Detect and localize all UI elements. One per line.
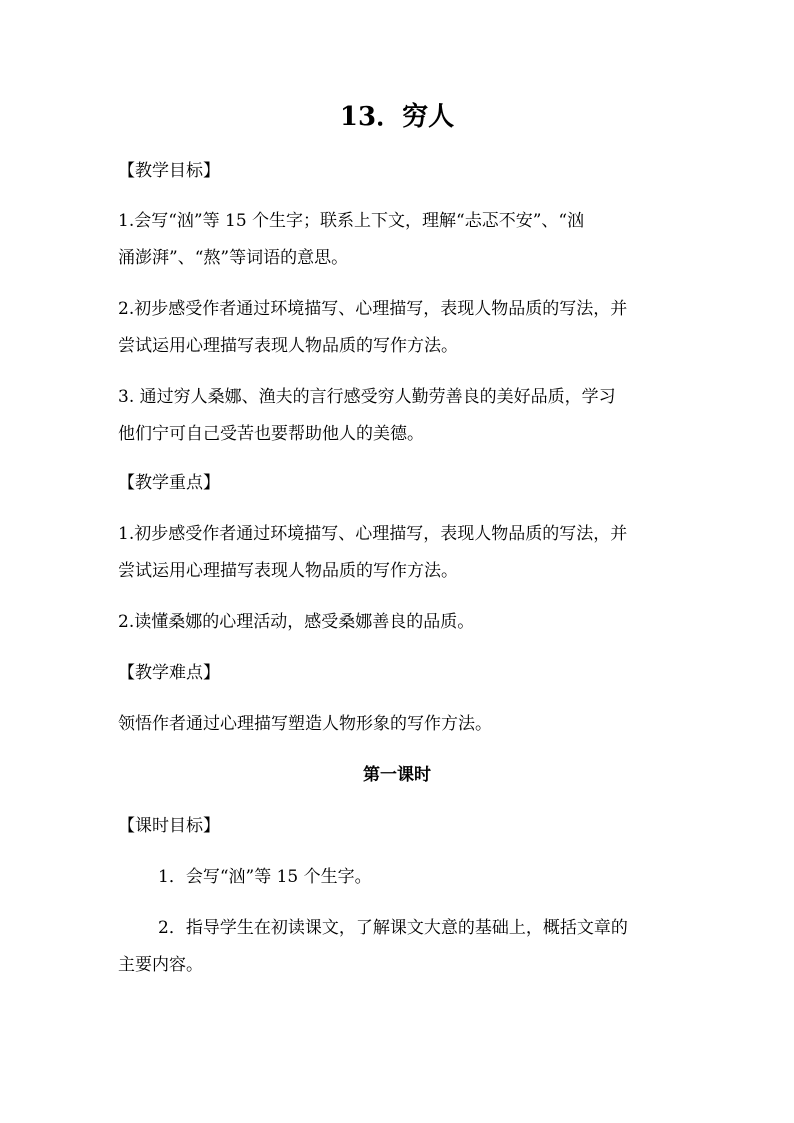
key-point-1-line-2: 尝试运用心理描写表现人物品质的写作方法。 (118, 561, 458, 581)
heading-lesson-goals: 【课时目标】 (118, 816, 220, 836)
lesson-goal-2-line-2: 主要内容。 (118, 955, 203, 975)
goal-1-line-2: 涌澎湃”、“熬”等词语的意思。 (118, 248, 349, 268)
heading-key-points: 【教学重点】 (118, 473, 220, 493)
goal-1-line-1: 1.会写“汹”等 15 个生字；联系上下文，理解“忐忑不安”、“汹 (118, 211, 585, 231)
goal-2-line-1: 2.初步感受作者通过环境描写、心理描写，表现人物品质的写法，并 (118, 299, 628, 319)
lesson-goal-1: 1．会写“汹”等 15 个生字。 (158, 867, 372, 887)
key-point-2: 2.读懂桑娜的心理活动，感受桑娜善良的品质。 (118, 612, 475, 632)
goal-2-line-2: 尝试运用心理描写表现人物品质的写作方法。 (118, 336, 458, 356)
goal-3-line-1: 3. 通过穷人桑娜、渔夫的言行感受穷人勤劳善良的美好品质，学习 (118, 387, 616, 407)
heading-difficulty: 【教学难点】 (118, 663, 220, 683)
key-point-1-line-1: 1.初步感受作者通过环境描写、心理描写，表现人物品质的写法，并 (118, 524, 628, 544)
document-title: 13．穷人 (339, 102, 455, 132)
lesson-goal-2-line-1: 2．指导学生在初读课文，了解课文大意的基础上，概括文章的 (158, 918, 628, 938)
difficulty-text: 领悟作者通过心理描写塑造人物形象的写作方法。 (118, 714, 492, 734)
goal-3-line-2: 他们宁可自己受苦也要帮助他人的美德。 (118, 424, 424, 444)
lesson-title: 第一课时 (363, 765, 431, 785)
heading-teaching-goals: 【教学目标】 (118, 161, 220, 181)
